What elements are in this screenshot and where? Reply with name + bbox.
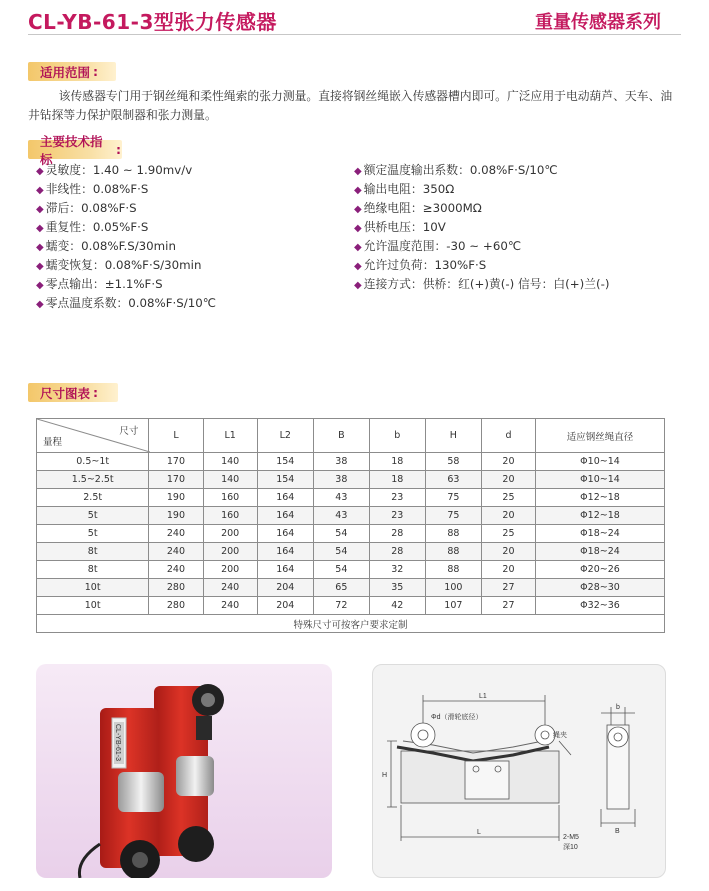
table-cell: 28 — [369, 525, 425, 543]
table-cell: 140 — [203, 471, 257, 489]
product-title: CL-YB-61-3型张力传感器 — [28, 10, 277, 34]
spec-text: 灵敏度：1.40 ~ 1.90mv/v — [45, 163, 193, 177]
corner-size-label: 尺寸 — [119, 426, 139, 437]
table-cell: 240 — [149, 561, 203, 579]
table-cell: 204 — [257, 579, 313, 597]
diamond-bullet-icon: ◆ — [36, 166, 44, 177]
spec-item — [36, 218, 216, 237]
table-cell: 190 — [149, 507, 203, 525]
table-cell: 54 — [313, 561, 369, 579]
specs-heading-label: 主要技术指标 — [40, 133, 103, 167]
series-title: 重量传感器系列 — [535, 12, 661, 33]
table-cell: 27 — [481, 579, 535, 597]
spec-item — [354, 199, 610, 218]
table-cell: 280 — [149, 597, 203, 615]
table-cell: 8t — [37, 561, 149, 579]
spec-item — [36, 161, 216, 180]
column-header: L2 — [257, 419, 313, 453]
spec-text: 重复性：0.05%F·S — [45, 220, 149, 234]
table-cell: Φ20~26 — [535, 561, 664, 579]
spec-item — [354, 275, 610, 294]
table-cell: 38 — [313, 453, 369, 471]
product-photo — [36, 664, 332, 878]
table-cell: 107 — [425, 597, 481, 615]
table-cell: 100 — [425, 579, 481, 597]
table-row — [37, 489, 665, 507]
sticker-label: CL-YB-61-3 — [114, 724, 121, 761]
application-heading-label: 适用范围 — [40, 64, 91, 80]
diamond-bullet-icon: ◆ — [36, 280, 44, 291]
table-cell: 164 — [257, 525, 313, 543]
table-cell: 32 — [369, 561, 425, 579]
table-cell: 164 — [257, 543, 313, 561]
table-cell: 170 — [149, 471, 203, 489]
table-cell: 240 — [149, 543, 203, 561]
table-corner-cell — [37, 419, 149, 453]
table-cell: 65 — [313, 579, 369, 597]
diamond-bullet-icon: ◆ — [354, 280, 362, 291]
table-cell: Φ12~18 — [535, 507, 664, 525]
drawing-label-phi-d: Φd（滑轮底径） — [431, 714, 483, 721]
drawing-label-l: L — [477, 829, 481, 836]
table-cell: 38 — [313, 471, 369, 489]
dimensions-heading-label: 尺寸图表 — [40, 385, 91, 401]
specs-heading: 主要技术指标 : — [28, 140, 122, 159]
table-cell: 200 — [203, 525, 257, 543]
table-cell: Φ10~14 — [535, 453, 664, 471]
drawing-label-b-small: b — [616, 704, 620, 711]
dimension-table — [36, 418, 665, 633]
table-cell: 1.5~2.5t — [37, 471, 149, 489]
table-cell: 20 — [481, 561, 535, 579]
column-header: 适应钢丝绳直径 — [535, 419, 664, 453]
table-cell: 5t — [37, 507, 149, 525]
drawing-label-rope-clip: 绳夹 — [553, 732, 567, 739]
table-cell: 164 — [257, 489, 313, 507]
table-cell: 18 — [369, 453, 425, 471]
spec-text: 零点输出：±1.1%F·S — [45, 277, 163, 291]
diamond-bullet-icon: ◆ — [354, 166, 362, 177]
diamond-bullet-icon: ◆ — [354, 261, 362, 272]
column-header: L — [149, 419, 203, 453]
table-cell: 200 — [203, 543, 257, 561]
table-cell: 20 — [481, 453, 535, 471]
diamond-bullet-icon: ◆ — [36, 223, 44, 234]
diamond-bullet-icon: ◆ — [354, 242, 362, 253]
spec-text: 供桥电压：10V — [363, 220, 446, 234]
spec-text: 蠕变恢复：0.08%F·S/30min — [45, 258, 202, 272]
table-cell: 20 — [481, 543, 535, 561]
spec-text: 非线性：0.08%F·S — [45, 182, 149, 196]
application-text: 该传感器专门用于钢丝绳和柔性绳索的张力测量。直接将钢丝绳嵌入传感器槽内即可。广泛应用于电动葫芦、天车、油井钻探等力保护限制器和张力测量。 — [28, 89, 673, 122]
table-cell: 10t — [37, 597, 149, 615]
spec-item — [36, 275, 216, 294]
table-cell: 280 — [149, 579, 203, 597]
table-cell: 170 — [149, 453, 203, 471]
table-row — [37, 597, 665, 615]
table-cell: 18 — [369, 471, 425, 489]
table-cell: 2.5t — [37, 489, 149, 507]
table-cell: 240 — [149, 525, 203, 543]
table-cell: 160 — [203, 507, 257, 525]
table-cell: 164 — [257, 561, 313, 579]
diamond-bullet-icon: ◆ — [354, 223, 362, 234]
table-cell: 200 — [203, 561, 257, 579]
spec-item — [36, 256, 216, 275]
table-row — [37, 507, 665, 525]
table-cell: Φ12~18 — [535, 489, 664, 507]
table-cell: 43 — [313, 507, 369, 525]
table-row — [37, 471, 665, 489]
spec-item — [354, 256, 610, 275]
table-cell: Φ18~24 — [535, 543, 664, 561]
drawing-label-thread: 2-M5 — [563, 834, 579, 841]
diamond-bullet-icon: ◆ — [36, 261, 44, 272]
spec-text: 绝缘电阻：≥3000MΩ — [363, 201, 482, 215]
column-header: b — [369, 419, 425, 453]
spec-text: 允许温度范围：-30 ~ +60℃ — [363, 239, 522, 253]
spec-item — [36, 237, 216, 256]
spec-text: 连接方式：供桥：红(+)黄(-) 信号：白(+)兰(-) — [363, 277, 610, 291]
table-row — [37, 543, 665, 561]
specs-left-list — [36, 161, 216, 313]
table-cell: 23 — [369, 507, 425, 525]
application-heading: 适用范围 : — [28, 62, 116, 81]
diamond-bullet-icon: ◆ — [36, 242, 44, 253]
table-cell: Φ28~30 — [535, 579, 664, 597]
column-header: d — [481, 419, 535, 453]
table-cell: 10t — [37, 579, 149, 597]
table-cell: 8t — [37, 543, 149, 561]
table-cell: 204 — [257, 597, 313, 615]
table-cell: 140 — [203, 453, 257, 471]
table-row — [37, 579, 665, 597]
table-cell: 164 — [257, 507, 313, 525]
table-cell: 240 — [203, 597, 257, 615]
table-row — [37, 561, 665, 579]
dimension-drawing — [372, 664, 666, 878]
table-row — [37, 525, 665, 543]
table-cell: 54 — [313, 525, 369, 543]
table-row — [37, 453, 665, 471]
diamond-bullet-icon: ◆ — [354, 185, 362, 196]
table-cell: 42 — [369, 597, 425, 615]
table-cell: 54 — [313, 543, 369, 561]
table-note: 特殊尺寸可按客户要求定制 — [37, 615, 665, 633]
spec-item — [354, 218, 610, 237]
header-divider — [28, 34, 681, 35]
diamond-bullet-icon: ◆ — [354, 204, 362, 215]
spec-text: 额定温度输出系数：0.08%F·S/10℃ — [363, 163, 558, 177]
table-cell: 25 — [481, 525, 535, 543]
spec-item — [36, 180, 216, 199]
table-cell: 154 — [257, 453, 313, 471]
dimensions-heading: 尺寸图表 : — [28, 383, 118, 402]
column-header: H — [425, 419, 481, 453]
table-cell: Φ10~14 — [535, 471, 664, 489]
table-cell: 35 — [369, 579, 425, 597]
table-cell: 240 — [203, 579, 257, 597]
spec-item — [354, 161, 610, 180]
spec-text: 零点温度系数：0.08%F·S/10℃ — [45, 296, 217, 310]
table-cell: 154 — [257, 471, 313, 489]
table-cell: 23 — [369, 489, 425, 507]
table-cell: 27 — [481, 597, 535, 615]
column-header: L1 — [203, 419, 257, 453]
column-header: B — [313, 419, 369, 453]
table-cell: 190 — [149, 489, 203, 507]
spec-text: 蠕变：0.08%F.S/30min — [45, 239, 176, 253]
drawing-label-l1: L1 — [479, 693, 487, 700]
corner-range-label: 量程 — [43, 437, 63, 448]
drawing-label-b-big: B — [615, 828, 620, 835]
table-cell: 160 — [203, 489, 257, 507]
table-cell: 28 — [369, 543, 425, 561]
table-cell: 20 — [481, 471, 535, 489]
diamond-bullet-icon: ◆ — [36, 185, 44, 196]
specs-right-list — [354, 161, 610, 294]
spec-text: 输出电阻：350Ω — [363, 182, 455, 196]
table-cell: 88 — [425, 525, 481, 543]
table-cell: 75 — [425, 507, 481, 525]
diamond-bullet-icon: ◆ — [36, 204, 44, 215]
spec-text: 允许过负荷：130%F·S — [363, 258, 487, 272]
table-cell: 72 — [313, 597, 369, 615]
table-cell: 5t — [37, 525, 149, 543]
drawing-label-h: H — [382, 772, 388, 779]
table-cell: 25 — [481, 489, 535, 507]
diamond-bullet-icon: ◆ — [36, 299, 44, 310]
spec-text: 滞后：0.08%F·S — [45, 201, 137, 215]
table-cell: Φ18~24 — [535, 525, 664, 543]
table-cell: 75 — [425, 489, 481, 507]
table-cell: 58 — [425, 453, 481, 471]
table-cell: 20 — [481, 507, 535, 525]
spec-item — [354, 180, 610, 199]
drawing-label-depth: 深10 — [563, 844, 578, 851]
table-cell: 43 — [313, 489, 369, 507]
table-cell: 88 — [425, 543, 481, 561]
table-cell: 63 — [425, 471, 481, 489]
spec-item — [354, 237, 610, 256]
table-cell: 0.5~1t — [37, 453, 149, 471]
spec-item — [36, 294, 216, 313]
spec-item — [36, 199, 216, 218]
table-cell: Φ32~36 — [535, 597, 664, 615]
table-cell: 88 — [425, 561, 481, 579]
sensor-back — [154, 684, 224, 862]
